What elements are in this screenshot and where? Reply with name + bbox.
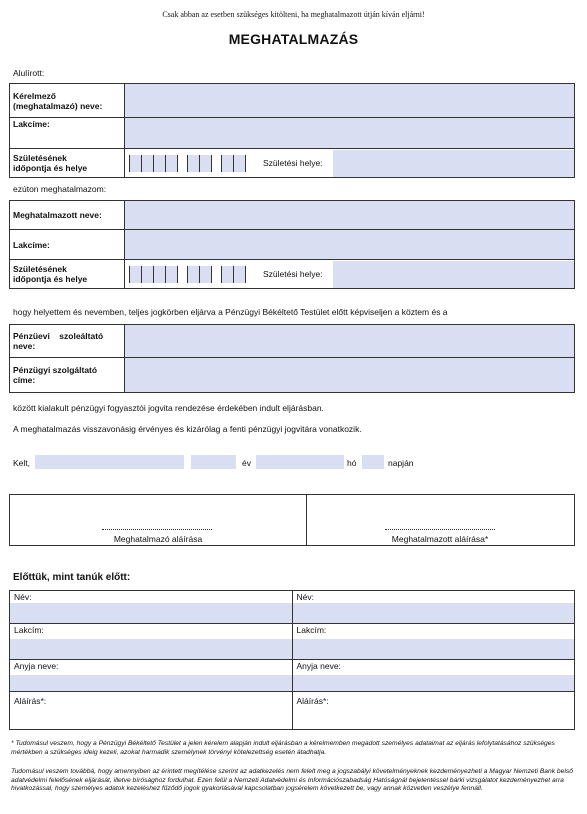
agent-name-field[interactable]	[125, 201, 575, 230]
intro-label: Alulírott:	[13, 68, 45, 78]
kelt-label: Kelt,	[13, 458, 31, 468]
provider-table	[9, 324, 575, 393]
witness2-name-field[interactable]	[293, 603, 575, 623]
agent-address-field[interactable]	[125, 230, 575, 260]
day-field[interactable]	[362, 455, 384, 469]
signature-box	[9, 494, 575, 546]
agent-name-label: Meghatalmazott neve:	[10, 201, 125, 230]
principal-table	[9, 83, 575, 178]
witnesses-table	[9, 590, 575, 730]
agent-birth-row	[125, 260, 575, 289]
witness2-address-label: Lakcím:	[296, 625, 327, 635]
year-field[interactable]	[191, 455, 236, 469]
provider-name-label: Pénzüevi szoleáltató neve:	[10, 325, 125, 358]
principal-address-field[interactable]	[125, 118, 575, 149]
witness2-signature-label: Aláírás*:	[296, 696, 329, 706]
witness1-signature-cell[interactable]	[10, 692, 293, 730]
agent-birth-date[interactable]	[125, 261, 255, 288]
witness1-address-field[interactable]	[10, 639, 292, 659]
authorize-text: ezúton meghatalmazom:	[13, 184, 107, 194]
principal-birth-row	[125, 149, 575, 178]
provider-address-field[interactable]	[125, 358, 575, 393]
principal-signature-label: Meghatalmazó aláírása	[113, 534, 203, 544]
witness2-mother-field[interactable]	[293, 675, 575, 691]
principal-birth-date[interactable]	[125, 150, 255, 177]
provider-address-label: Pénzügyi szolgáltató címe:	[10, 358, 125, 393]
validity-text: A meghatalmazás visszavonásig érvényes és kizárólag a fenti pénzügyi jogvitára vonatkozik.	[13, 424, 362, 434]
principal-birthplace-field[interactable]	[333, 150, 574, 177]
principal-address-label: Lakcíme:	[10, 118, 125, 149]
day-label: napján	[388, 458, 414, 468]
principal-signature-line[interactable]	[102, 529, 212, 530]
witness2-address-cell	[292, 624, 575, 660]
page-title: MEGHATALMAZÁS	[228, 31, 359, 47]
witness2-mother-label: Anyja neve:	[296, 661, 341, 671]
witness2-signature-cell[interactable]	[292, 692, 575, 730]
principal-birth-label: Születésének időpontja és helye	[10, 149, 125, 178]
witness1-name-label: Név:	[14, 592, 32, 602]
witness1-address-label: Lakcím:	[14, 625, 44, 635]
witness1-name-field[interactable]	[10, 603, 292, 623]
footnote-consent: * Tudomásul veszem, hogy a Pénzügyi Békéltető Testület a jelen kérelem alapján indult eljárásban a kérelmemben megadott személyes adataimat az eljárás lefolytatásához szükséges mértékben a szükséges ideig kezeli, azokat harmadik személynek törvényi kötelezettség esetén átadhatja.	[11, 740, 555, 756]
place-field[interactable]	[35, 455, 184, 469]
witness2-address-field[interactable]	[293, 639, 575, 659]
witness1-mother-cell	[10, 660, 293, 692]
year-label: év	[242, 458, 251, 468]
witness1-signature-label: Aláírás*:	[14, 696, 47, 706]
representation-text: hogy helyettem és nevemben, teljes jogkörben eljárva a Pénzügyi Békéltető Testület előtt képviseljen a köztem és a	[13, 307, 448, 317]
witness2-mother-cell	[292, 660, 575, 692]
agent-signature-line[interactable]	[385, 529, 495, 530]
witness1-address-cell	[10, 624, 293, 660]
provider-name-field[interactable]	[125, 325, 575, 358]
dispute-text: között kialakult pénzügyi fogyasztói jogvita rendezése érdekében indult eljárásban.	[13, 403, 324, 413]
witness2-name-cell	[292, 591, 575, 624]
principal-name-field[interactable]	[125, 84, 575, 118]
month-label: hó	[347, 458, 357, 468]
top-note: Csak abban az esetben szükséges kitölteni, ha meghatalmazott útján kíván eljárni!	[162, 10, 425, 19]
witnesses-title: Előttük, mint tanúk előtt:	[13, 572, 131, 583]
agent-table	[9, 200, 575, 289]
footnote-rights: Tudomásul veszem továbbá, hogy amennyiben az érintett megítélése szerint az adatkezelés nem felelt meg a jogszabályi követelményeknek kezdeményezheti a Magyar Nemzeti Bank belső adatvédelmi felelősének eljárását, illetve bírósághoz fordulhat. Ezen felül a Nemzeti Adatvédelmi és Információszabadság Hatóságnál bejelentéssel bárki vizsgálatot kezdeményezhet arra hivatkozással, hogy személyes adatok kezeléshez fűződő jogok gyakorlásával kapcsolatban jogsérelem következett be, vagy annak közvetlen veszélye fennáll.	[11, 768, 573, 793]
principal-birthplace-label: Születési helye:	[263, 158, 323, 168]
witness1-name-cell	[10, 591, 293, 624]
principal-name-label: Kérelmező (meghatalmazó) neve:	[10, 84, 125, 118]
agent-signature-label: Meghatalmazott aláírása*	[391, 534, 489, 544]
agent-birth-label: Születésének időpontja és helye	[10, 260, 125, 289]
agent-birthplace-label: Születési helye:	[263, 269, 323, 279]
agent-address-label: Lakcíme:	[10, 230, 125, 260]
witness1-mother-field[interactable]	[10, 675, 292, 691]
agent-birthplace-field[interactable]	[333, 261, 574, 288]
month-field[interactable]	[256, 455, 344, 469]
witness2-name-label: Név:	[296, 592, 314, 602]
witness1-mother-label: Anyja neve:	[14, 661, 59, 671]
